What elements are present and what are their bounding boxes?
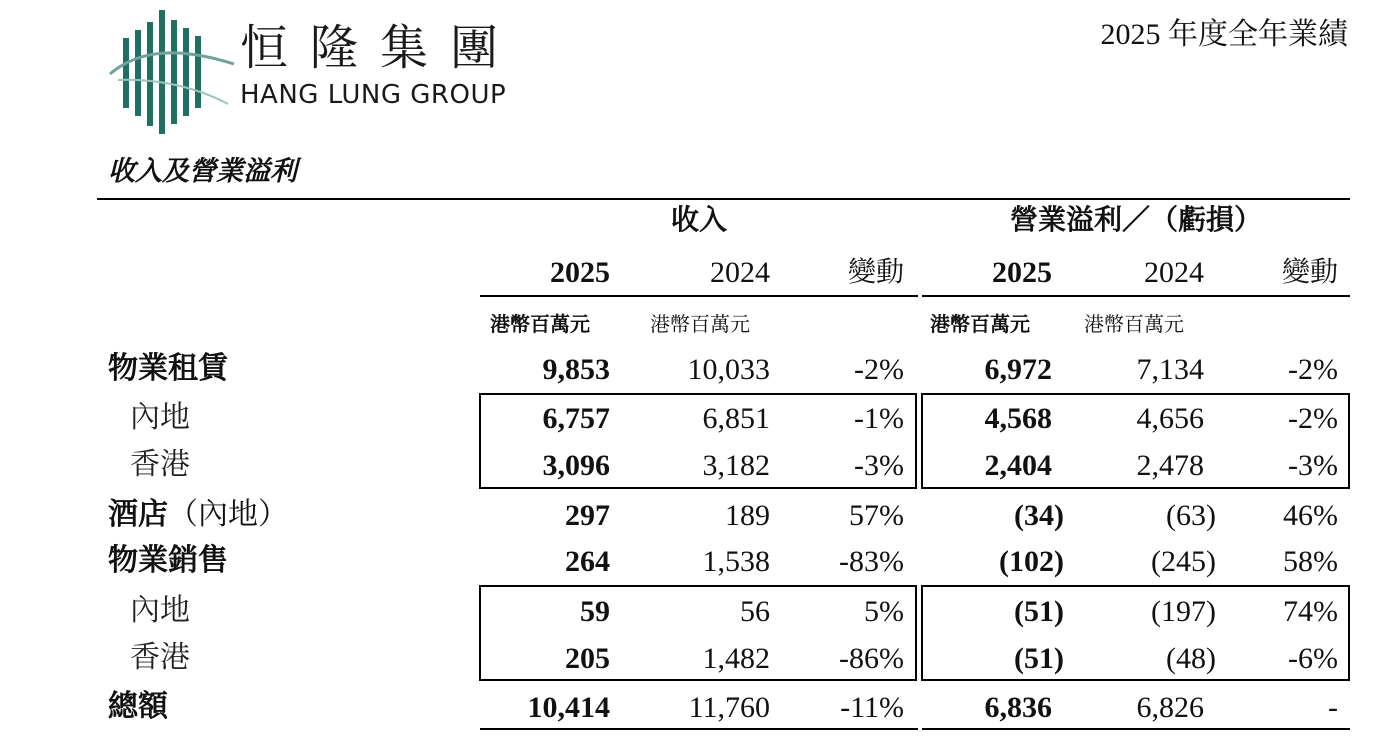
cell-op-2025: (102) bbox=[999, 545, 1064, 578]
cell-rev-change: -2% bbox=[854, 353, 904, 386]
revenue-change-header: 變動 bbox=[847, 255, 904, 288]
cell-rev-change: -86% bbox=[839, 642, 904, 675]
revenue-total-rule bbox=[480, 728, 918, 730]
row-label-total: 總額 bbox=[108, 689, 168, 724]
profit-year-current-header: 2025 bbox=[992, 256, 1052, 289]
profit-change-header: 變動 bbox=[1281, 255, 1338, 288]
row-label-hotels-suffix: （內地） bbox=[168, 497, 288, 532]
revenue-year-prior-header: 2024 bbox=[710, 256, 770, 289]
cell-op-2024: (245) bbox=[1151, 545, 1216, 578]
revenue-unit-prior: 港幣百萬元 bbox=[650, 312, 750, 336]
cell-op-2024: (48) bbox=[1166, 642, 1216, 675]
cell-rev-2024: 189 bbox=[725, 499, 770, 532]
profit-header-rule bbox=[922, 295, 1350, 297]
cell-rev-2024: 1,482 bbox=[702, 642, 770, 675]
profit-unit-prior: 港幣百萬元 bbox=[1084, 312, 1184, 336]
cell-op-change: - bbox=[1328, 691, 1338, 724]
cell-op-2025: 2,404 bbox=[984, 449, 1052, 482]
cell-op-change: -2% bbox=[1288, 353, 1338, 386]
cell-rev-2024: 56 bbox=[740, 595, 770, 628]
cell-rev-2024: 6,851 bbox=[702, 402, 770, 435]
cell-op-2025: (51) bbox=[1014, 595, 1064, 628]
cell-op-2025: 4,568 bbox=[984, 402, 1052, 435]
cell-op-change: 58% bbox=[1283, 545, 1338, 578]
report-title: 2025 年度全年業績 bbox=[1100, 18, 1348, 51]
cell-op-2024: 7,134 bbox=[1136, 353, 1204, 386]
revenue-year-current-header: 2025 bbox=[550, 256, 610, 289]
cell-rev-2025: 59 bbox=[580, 595, 610, 628]
cell-op-2024: (63) bbox=[1166, 499, 1216, 532]
revenue-unit-current: 港幣百萬元 bbox=[490, 312, 590, 336]
profit-year-prior-header: 2024 bbox=[1144, 256, 1204, 289]
cell-op-2025: (34) bbox=[1014, 499, 1064, 532]
cell-rev-2025: 264 bbox=[565, 545, 610, 578]
logo-english-name: HANG LUNG GROUP bbox=[240, 80, 507, 110]
cell-op-2024: 4,656 bbox=[1136, 402, 1204, 435]
cell-rev-2024: 1,538 bbox=[702, 545, 770, 578]
cell-rev-change: 5% bbox=[864, 595, 904, 628]
hang-lung-logo-icon bbox=[108, 8, 238, 136]
logo-chinese-name: 恒隆集團 bbox=[240, 20, 521, 76]
cell-rev-2025: 3,096 bbox=[542, 449, 610, 482]
cell-op-2025: 6,836 bbox=[984, 691, 1052, 724]
cell-rev-2025: 297 bbox=[565, 499, 610, 532]
cell-rev-2025: 10,414 bbox=[527, 691, 610, 724]
cell-op-2024: (197) bbox=[1151, 595, 1216, 628]
row-label-sales-hong-kong: 香港 bbox=[130, 640, 190, 675]
operating-profit-column-group-title: 營業溢利／（虧損） bbox=[1009, 203, 1262, 236]
row-label-hotels bbox=[108, 497, 288, 532]
cell-op-change: -2% bbox=[1288, 402, 1338, 435]
cell-rev-2024: 10,033 bbox=[687, 353, 770, 386]
cell-rev-2025: 9,853 bbox=[542, 353, 610, 386]
cell-op-2024: 6,826 bbox=[1136, 691, 1204, 724]
cell-op-2025: 6,972 bbox=[984, 353, 1052, 386]
profit-total-rule bbox=[922, 728, 1350, 730]
cell-rev-change: 57% bbox=[849, 499, 904, 532]
cell-rev-2024: 3,182 bbox=[702, 449, 770, 482]
cell-op-change: -6% bbox=[1288, 642, 1338, 675]
cell-rev-change: -1% bbox=[854, 402, 904, 435]
cell-rev-change: -3% bbox=[854, 449, 904, 482]
revenue-header-rule bbox=[480, 295, 918, 297]
cell-op-change: 46% bbox=[1283, 499, 1338, 532]
row-label-leasing-mainland: 內地 bbox=[130, 400, 190, 435]
cell-op-2024: 2,478 bbox=[1136, 449, 1204, 482]
row-label-property-sales: 物業銷售 bbox=[108, 543, 228, 578]
cell-rev-2024: 11,760 bbox=[688, 691, 770, 724]
row-label-sales-mainland: 內地 bbox=[130, 593, 190, 628]
section-title: 收入及營業溢利 bbox=[108, 156, 297, 187]
cell-rev-change: -83% bbox=[839, 545, 904, 578]
revenue-column-group-title: 收入 bbox=[670, 203, 727, 236]
row-label-property-leasing: 物業租賃 bbox=[108, 351, 228, 386]
cell-rev-2025: 6,757 bbox=[542, 402, 610, 435]
cell-rev-2025: 205 bbox=[565, 642, 610, 675]
profit-unit-current: 港幣百萬元 bbox=[930, 312, 1030, 336]
row-label-leasing-hong-kong: 香港 bbox=[130, 447, 190, 482]
cell-op-change: 74% bbox=[1283, 595, 1338, 628]
cell-op-change: -3% bbox=[1288, 449, 1338, 482]
cell-rev-change: -11% bbox=[840, 691, 904, 724]
section-divider bbox=[97, 198, 1350, 200]
row-label-hotels-main: 酒店 bbox=[108, 497, 168, 532]
cell-op-2025: (51) bbox=[1014, 642, 1064, 675]
